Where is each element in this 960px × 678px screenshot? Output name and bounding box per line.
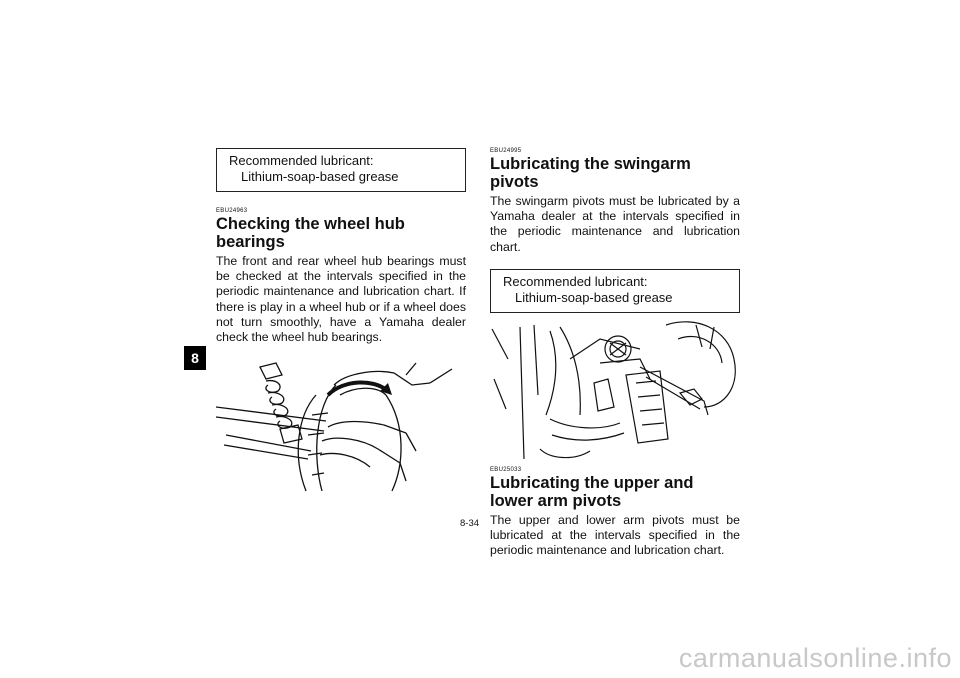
lubricant-box-right	[490, 269, 740, 313]
section-title: Checking the wheel hub bearings	[216, 215, 405, 251]
section-body: The swingarm pivots must be lubricated by a Yamaha dealer at the intervals specified in the periodic maintenance and lubrication chart.	[490, 194, 740, 254]
lubricant-value: Lithium-soap-based grease	[515, 289, 673, 305]
lubricant-label: Recommended lubricant:	[229, 153, 374, 168]
lubricant-label: Recommended lubricant:	[503, 273, 648, 289]
section-body: The upper and lower arm pivots must be lubricated at the intervals specified in the periodic maintenance and lubrication chart.	[490, 512, 740, 558]
section-code: EBU24963	[216, 208, 248, 214]
right-column	[490, 148, 740, 558]
chapter-tab: 8	[184, 346, 206, 370]
section-body: The front and rear wheel hub bearings must be checked at the intervals specified in the periodic maintenance and lubrication chart. If there is play in a wheel hub or if a wheel does not turn smoothly, have a Yamaha dealer check the wheel hub bearings.	[216, 254, 466, 345]
section-code: EBU25033	[490, 466, 522, 473]
wheel-hub-illustration	[216, 355, 466, 495]
left-column	[216, 148, 466, 495]
swingarm-pivot-illustration	[490, 319, 740, 463]
lubricant-box-left	[216, 148, 466, 192]
watermark: carmanualsonline.info	[678, 643, 952, 673]
lubricant-value: Lithium-soap-based grease	[241, 169, 399, 184]
section-title: Lubricating the swingarm pivots	[490, 155, 691, 191]
section-code: EBU24995	[490, 148, 522, 154]
page-number: 8-34	[460, 518, 480, 529]
section-title: Lubricating the upper and lower arm pivots	[490, 473, 694, 510]
